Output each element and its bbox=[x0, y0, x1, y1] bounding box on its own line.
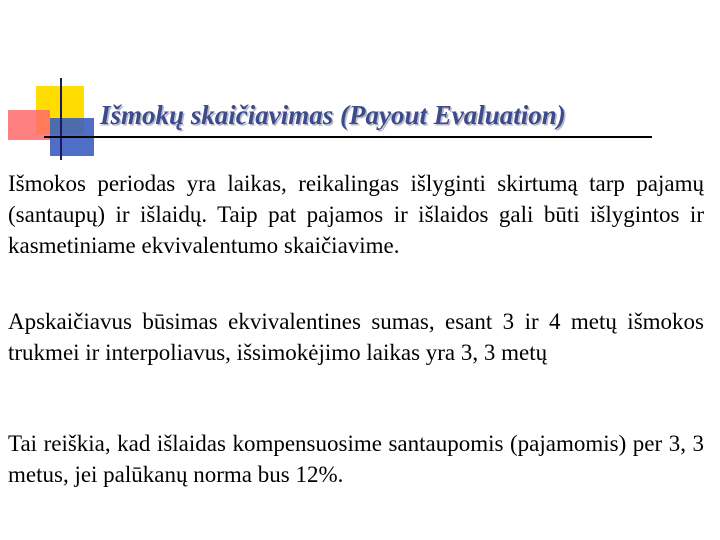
paragraph-payout-calculation: Apskaičiavus būsimas ekvivalentines sumas, esant 3 ir 4 metų išmokos trukmei ir interpoliavus, išsimokėjimo laikas yra 3, 3 metų bbox=[8, 309, 704, 365]
paragraph-payout-meaning: Tai reiškia, kad išlaidas kompensuosime santaupomis (pajamomis) per 3, 3 metus, jei palūkanų norma bus 12%. bbox=[8, 431, 704, 487]
slide-title: Išmokų skaičiavimas (Payout Evaluation) bbox=[100, 100, 566, 130]
title-underline bbox=[44, 136, 652, 138]
paragraph-payout-definition: Išmokos periodas yra laikas, reikalingas išlyginti skirtumą tarp pajamų (santaupų) ir išlaidų. Taip pat pajamos ir išlaidos gali būti išlygintos ir kasmetiniame ekvivalentumo skaičiavime. bbox=[8, 171, 704, 258]
title-decoration-graphic bbox=[0, 0, 110, 170]
